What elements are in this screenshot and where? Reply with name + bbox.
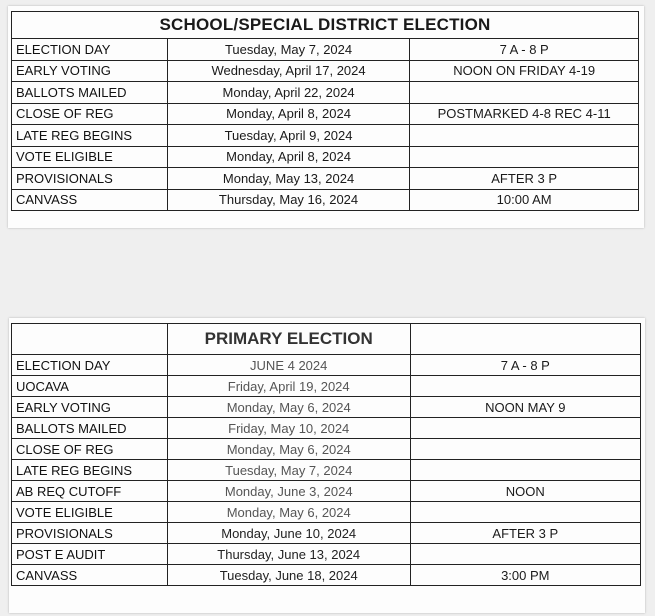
row-label: CLOSE OF REG	[12, 439, 168, 460]
row-note: 10:00 AM	[410, 189, 639, 211]
row-date: Monday, May 6, 2024	[167, 502, 410, 523]
row-label: CLOSE OF REG	[12, 103, 168, 125]
row-label: POST E AUDIT	[12, 544, 168, 565]
row-note: NOON MAY 9	[410, 397, 640, 418]
school-election-table	[11, 11, 639, 211]
row-date: Friday, April 19, 2024	[167, 376, 410, 397]
row-note: AFTER 3 P	[410, 168, 639, 190]
table-row	[12, 376, 641, 397]
row-note	[410, 146, 639, 168]
row-label: PROVISIONALS	[12, 168, 168, 190]
row-note	[410, 418, 640, 439]
row-label: CANVASS	[12, 189, 168, 211]
school-election-sheet	[8, 6, 644, 228]
table-row	[12, 418, 641, 439]
row-note	[410, 125, 639, 147]
row-label: LATE REG BEGINS	[12, 125, 168, 147]
table-row	[12, 355, 641, 376]
row-date: Tuesday, April 9, 2024	[167, 125, 409, 147]
row-note	[410, 82, 639, 104]
row-label: BALLOTS MAILED	[12, 82, 168, 104]
table-row	[12, 103, 639, 125]
table-row	[12, 502, 641, 523]
table-row	[12, 82, 639, 104]
row-note: 3:00 PM	[410, 565, 640, 586]
table-row	[12, 146, 639, 168]
primary-election-title: PRIMARY ELECTION	[167, 324, 410, 355]
row-note: AFTER 3 P	[410, 523, 640, 544]
row-label: EARLY VOTING	[12, 60, 168, 82]
row-note: POSTMARKED 4-8 REC 4-11	[410, 103, 639, 125]
row-label: VOTE ELIGIBLE	[12, 502, 168, 523]
table-row	[12, 189, 639, 211]
table-row	[12, 397, 641, 418]
row-date: JUNE 4 2024	[167, 355, 410, 376]
row-label: BALLOTS MAILED	[12, 418, 168, 439]
row-date: Monday, April 8, 2024	[167, 146, 409, 168]
table-row	[12, 168, 639, 190]
row-date: Tuesday, May 7, 2024	[167, 460, 410, 481]
row-note	[410, 544, 640, 565]
primary-election-sheet	[9, 318, 645, 613]
row-note	[410, 439, 640, 460]
school-election-title: SCHOOL/SPECIAL DISTRICT ELECTION	[12, 12, 639, 39]
row-label: AB REQ CUTOFF	[12, 481, 168, 502]
table-row	[12, 60, 639, 82]
row-date: Thursday, May 16, 2024	[167, 189, 409, 211]
row-date: Monday, May 13, 2024	[167, 168, 409, 190]
row-label: EARLY VOTING	[12, 397, 168, 418]
row-note	[410, 502, 640, 523]
row-label: UOCAVA	[12, 376, 168, 397]
row-date: Monday, April 22, 2024	[167, 82, 409, 104]
primary-title-row	[12, 324, 641, 355]
row-date: Wednesday, April 17, 2024	[167, 60, 409, 82]
row-date: Monday, May 6, 2024	[167, 439, 410, 460]
row-label: VOTE ELIGIBLE	[12, 146, 168, 168]
row-date: Tuesday, May 7, 2024	[167, 39, 409, 61]
row-date: Monday, June 3, 2024	[167, 481, 410, 502]
row-label: LATE REG BEGINS	[12, 460, 168, 481]
row-date: Tuesday, June 18, 2024	[167, 565, 410, 586]
table-row	[12, 439, 641, 460]
row-label: ELECTION DAY	[12, 39, 168, 61]
table-row	[12, 125, 639, 147]
row-label: ELECTION DAY	[12, 355, 168, 376]
primary-title-blank-cell	[12, 324, 168, 355]
table-row	[12, 460, 641, 481]
row-date: Monday, May 6, 2024	[167, 397, 410, 418]
row-label: PROVISIONALS	[12, 523, 168, 544]
table-row	[12, 481, 641, 502]
table-row	[12, 523, 641, 544]
table-row	[12, 544, 641, 565]
row-note: NOON ON FRIDAY 4-19	[410, 60, 639, 82]
row-date: Friday, May 10, 2024	[167, 418, 410, 439]
row-note	[410, 376, 640, 397]
school-title-row	[12, 12, 639, 39]
row-note: 7 A - 8 P	[410, 355, 640, 376]
table-row	[12, 39, 639, 61]
table-row	[12, 565, 641, 586]
row-note: 7 A - 8 P	[410, 39, 639, 61]
row-note: NOON	[410, 481, 640, 502]
row-date: Monday, April 8, 2024	[167, 103, 409, 125]
row-label: CANVASS	[12, 565, 168, 586]
primary-election-table	[11, 323, 641, 586]
row-date: Thursday, June 13, 2024	[167, 544, 410, 565]
primary-title-blank-cell	[410, 324, 640, 355]
row-date: Monday, June 10, 2024	[167, 523, 410, 544]
row-note	[410, 460, 640, 481]
